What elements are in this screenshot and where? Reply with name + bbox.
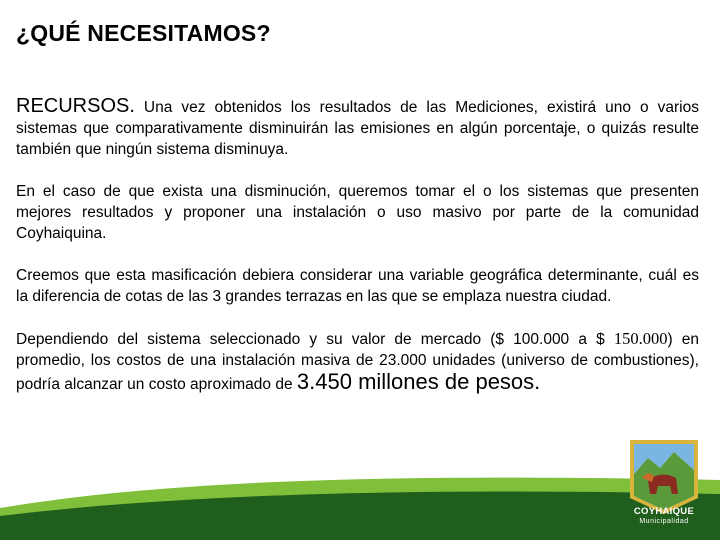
resources-text: Una vez obtenidos los resultados de las Mediciones, existirá uno o varios sistemas que comparativamente disminuirán las emisiones en algún porcentaje, o quizás resulte también que ningún sistema disminuya. [16, 99, 699, 158]
costs-text-a: Dependiendo del sistema seleccionado y su valor de mercado ($ 100.000 a $ [16, 331, 614, 348]
resources-lead: RECURSOS. [16, 95, 135, 117]
paragraph-costs [16, 328, 699, 395]
slide-body [16, 96, 699, 416]
footer-wave [0, 470, 720, 540]
slide-title: ¿QUÉ NECESITAMOS? [16, 20, 271, 46]
paragraph-resources [16, 96, 699, 160]
paragraph-geography: Creemos que esta masificación debiera considerar una variable geográfica determinante, cuál es la diferencia de cotas de las 3 grandes terrazas en las que se emplaza nuestra ciudad. [16, 267, 699, 305]
logo-name: COYHAIQUE [633, 506, 695, 517]
costs-number: 150.000 [613, 329, 668, 348]
costs-text-b: ) en promedio, los costos de una instalación masiva de 23.000 unidades (universo de combustiones), podría alcanzar un costo aproximado de [16, 331, 699, 393]
logo-subtitle: Municipalidad [639, 518, 689, 525]
costs-total: 3.450 millones de pesos. [296, 369, 541, 394]
paragraph-reduction: En el caso de que exista una disminución, queremos tomar el o los sistemas que presenten mejores resultados y proponer una instalación o uso masivo por parte de la comunidad Coyhaiquina. [16, 183, 699, 242]
